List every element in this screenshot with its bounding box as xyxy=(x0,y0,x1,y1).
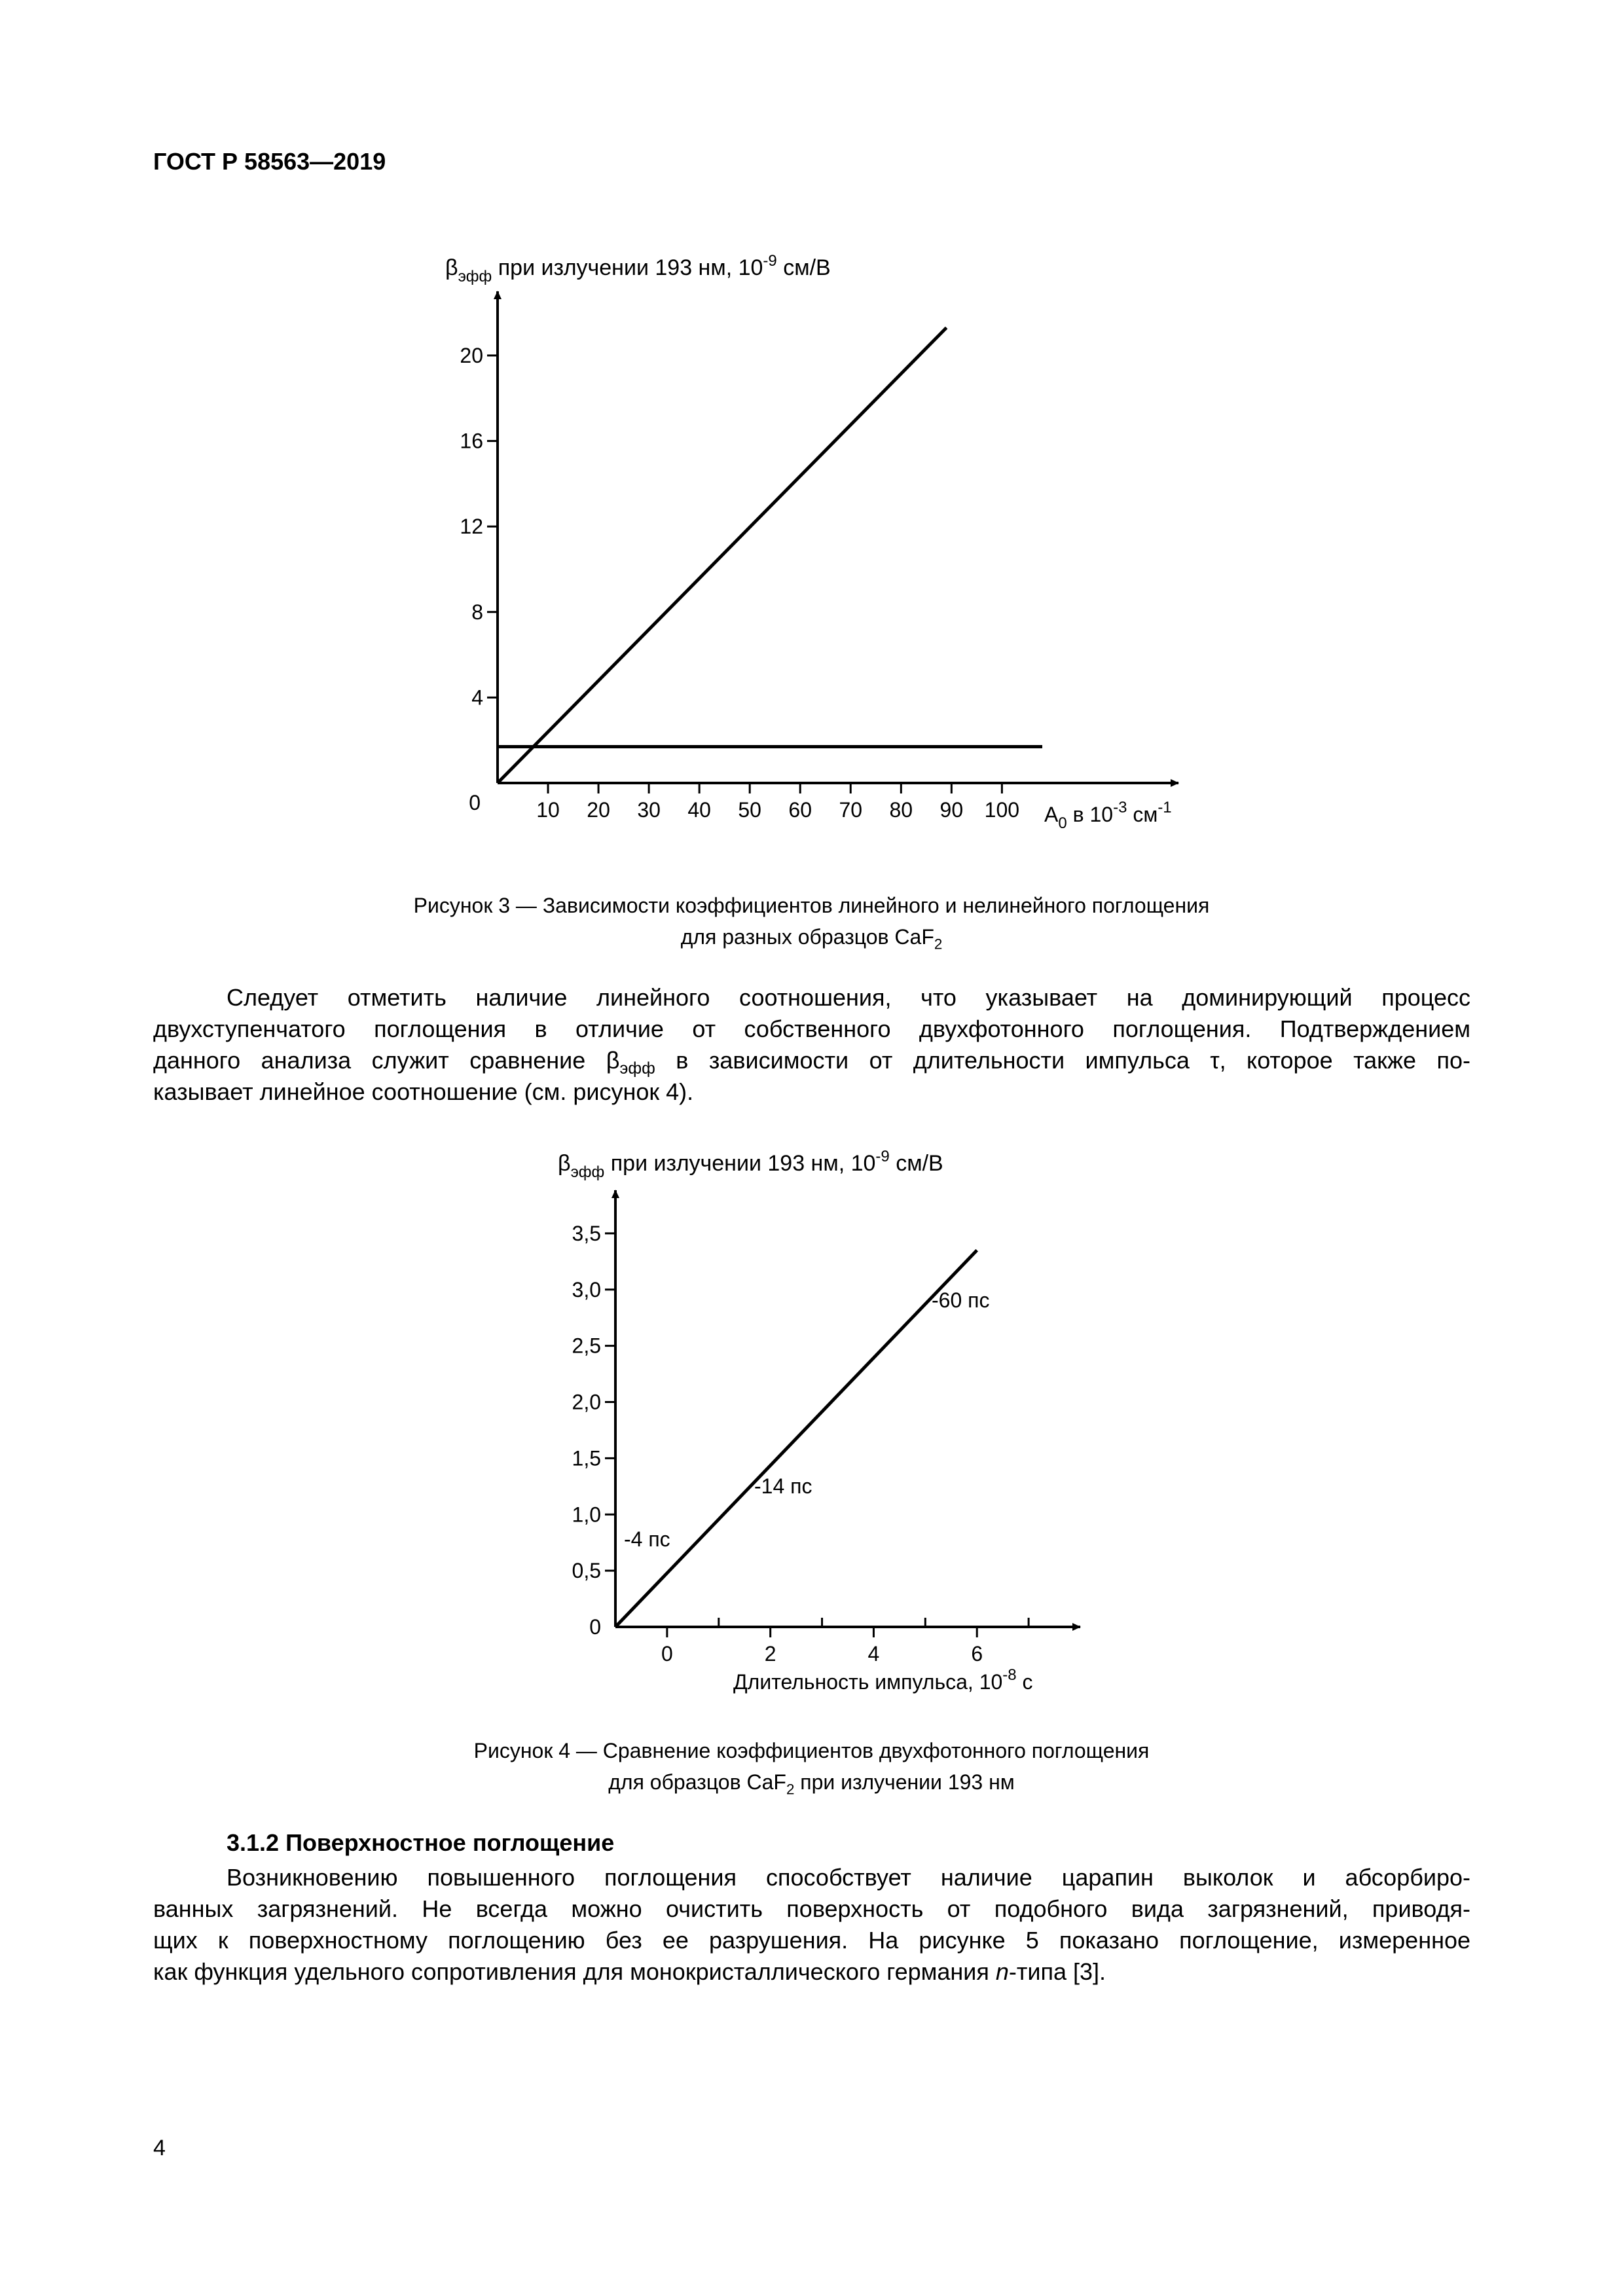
fig4-y-tick-label: 2,0 xyxy=(572,1390,601,1414)
figure4-caption-line2: для образцов CaF$_2$ при излучении 193 нм xyxy=(608,1770,1015,1798)
fig3-x-tick-label: 30 xyxy=(637,798,661,822)
fig3-x-tick-label: 20 xyxy=(587,798,610,822)
fig3-x-tick-label: 90 xyxy=(939,798,964,822)
fig3-x-tick-label: 80 xyxy=(889,798,913,822)
fig3-x-tick-label: 60 xyxy=(788,798,812,822)
section-paragraph-line-1: Возникновению повышенного поглощения способствует наличие царапин выколок и абсорбиро- xyxy=(227,1864,1470,1891)
fig3-x-tick-label: 70 xyxy=(839,798,863,822)
figure4-caption xyxy=(0,1735,1623,1798)
fig4-y-axis-label: $\beta_{эфф}$ при излучении 193 нм, $10^{-9}$ см/В xyxy=(558,1148,943,1181)
fig4-x-tick-label: 0 xyxy=(661,1642,673,1666)
fig3-y-tick-label: 0 xyxy=(469,791,481,814)
fig4-y-tick-label: 2,5 xyxy=(572,1334,601,1358)
paragraph-1-line-2: двухступенчатого поглощения в отличие от собственного двухфотонного поглощения. Подтверждением xyxy=(153,1015,1470,1042)
fig4-x-tick-label: 4 xyxy=(867,1642,880,1666)
fig4-annotation-4ps: -4 пс xyxy=(624,1527,670,1551)
fig3-x-tick-label: 100 xyxy=(984,798,1020,822)
document-header: ГОСТ Р 58563—2019 xyxy=(153,148,386,175)
fig3-y-tick-label: 16 xyxy=(460,429,483,453)
fig4-series-beta_vs_tau xyxy=(615,1250,977,1627)
figure3-caption xyxy=(0,890,1623,953)
paragraph-1-line-3: данного анализа служит сравнение $\beta_{эфф}$ в зависимости от длительности импульса τ, которое также по- xyxy=(153,1047,1471,1078)
fig4-y-tick-label: 0 xyxy=(589,1615,601,1639)
fig3-series-nonlinear xyxy=(498,328,947,783)
figure3-chart xyxy=(393,242,1257,845)
fig3-x-tick-label: 40 xyxy=(687,798,711,822)
fig4-x-tick-label: 6 xyxy=(971,1642,983,1666)
paragraph-1-line-1: Следует отметить наличие линейного соотношения, что указывает на доминирующий процесс xyxy=(227,984,1470,1011)
fig3-y-tick-label: 8 xyxy=(471,600,483,624)
section-paragraph-line-3: щих к поверхностному поглощению без ее разрушения. На рисунке 5 показано поглощение, измеренное xyxy=(153,1927,1470,1954)
figure4-caption-line1: Рисунок 4 — Сравнение коэффициентов двухфотонного поглощения xyxy=(473,1739,1150,1762)
fig4-y-tick-label: 0,5 xyxy=(572,1559,601,1583)
fig4-annotation-14ps: -14 пс xyxy=(754,1474,812,1498)
fig4-y-tick-label: 1,0 xyxy=(572,1503,601,1527)
fig3-y-tick-label: 20 xyxy=(460,343,483,367)
fig4-annotation-60ps: -60 пс xyxy=(932,1288,990,1312)
fig3-y-tick-label: 4 xyxy=(471,685,483,710)
figure3-caption-line1: Рисунок 3 — Зависимости коэффициентов линейного и нелинейного поглощения xyxy=(413,894,1210,917)
fig3-x-axis-label: $A_0$ в $10^{-3}$ $см^{-1}$ xyxy=(1044,799,1172,832)
fig4-y-tick-label: 3,5 xyxy=(572,1221,601,1245)
fig3-y-tick-label: 12 xyxy=(460,515,483,539)
fig4-y-tick-label: 3,0 xyxy=(572,1277,601,1302)
page-number: 4 xyxy=(153,2136,166,2160)
fig3-x-tick-label: 10 xyxy=(536,798,560,822)
figure4-chart xyxy=(537,1139,1113,1715)
section-paragraph-line-2: ванных загрязнений. Не всегда можно очистить поверхность от подобного вида загрязнений, приводя- xyxy=(153,1895,1470,1922)
figure3-caption-line2: для разных образцов CaF$_2$ xyxy=(680,925,943,953)
paragraph-1-line-4: казывает линейное соотношение (см. рисунок 4). xyxy=(153,1078,694,1105)
fig3-y-axis-label: $\beta_{эфф}$ при излучении 193 нм, $10^{-9}$ см/В xyxy=(445,252,831,285)
fig4-x-tick-label: 2 xyxy=(764,1642,776,1666)
fig4-y-tick-label: 1,5 xyxy=(572,1446,601,1470)
section-title: 3.1.2 Поверхностное поглощение xyxy=(227,1829,615,1856)
section-paragraph xyxy=(153,1862,1470,1988)
fig3-x-tick-label: 50 xyxy=(738,798,761,822)
section-paragraph-line-4: как функция удельного сопротивления для монокристаллического германия n-типа [3]. xyxy=(153,1958,1106,1985)
paragraph-1 xyxy=(153,982,1470,1108)
fig4-x-axis-label: Длительность импульса, $10^{-8}$ с xyxy=(733,1666,1033,1694)
